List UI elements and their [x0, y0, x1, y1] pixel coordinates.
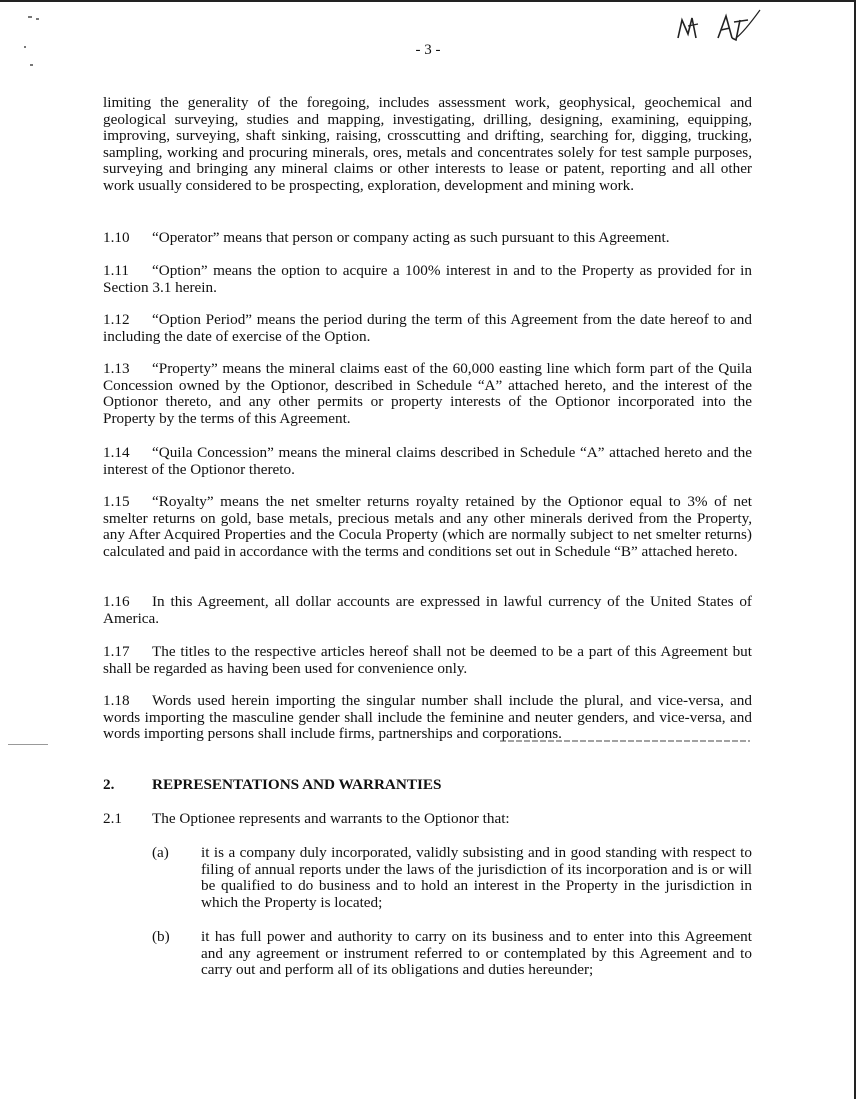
- clause-text: Words used herein importing the singular number shall include the plural, and vice-versa, and words importing the masculine gender shall include the feminine and neuter genders, and vice-versa, and words importing persons shall include firms, partnerships and corporations.: [103, 692, 752, 743]
- clause-number: 1.17: [103, 643, 130, 660]
- definition-1-17: [103, 644, 752, 677]
- clause-text: “Option” means the option to acquire a 100% interest in and to the Property as provided for in Section 3.1 herein.: [103, 262, 752, 296]
- clause-number: 2.1: [103, 810, 122, 827]
- definition-1-10: [103, 230, 752, 247]
- section-heading: [103, 776, 441, 794]
- clause-text: “Quila Concession” means the mineral claims described in Schedule “A” attached hereto and the interest of the Optionor thereto.: [103, 444, 752, 478]
- handwritten-initials: [674, 8, 766, 44]
- clause-text: The titles to the respective articles hereof shall not be deemed to be a part of this Agreement but shall be regarded as having been used for convenience only.: [103, 643, 752, 677]
- sub-item-label: (a): [152, 844, 169, 861]
- section-number: 2.: [103, 776, 115, 793]
- scan-speck: [36, 18, 39, 20]
- clause-number: 1.11: [103, 262, 130, 279]
- clause-number: 1.16: [103, 593, 130, 610]
- clause-number: 1.15: [103, 493, 130, 510]
- definition-1-14: [103, 445, 752, 478]
- section-title: REPRESENTATIONS AND WARRANTIES: [152, 776, 442, 793]
- definition-1-11: [103, 263, 752, 296]
- clause-text: The Optionee represents and warrants to the Optionor that:: [152, 810, 510, 827]
- clause-number: 1.10: [103, 229, 130, 246]
- sub-item-text: it has full power and authority to carry on its business and to enter into this Agreement and any agreement or instrument referred to or contemplated by this Agreement and to carry out and perform all of its obligations and duties hereunder;: [201, 928, 752, 979]
- clause-number: 1.12: [103, 311, 130, 328]
- clause-number: 1.18: [103, 692, 130, 709]
- clause-text: “Option Period” means the period during the term of this Agreement from the date hereof to and including the date of exercise of the Option.: [103, 311, 752, 345]
- sub-item-a: [152, 845, 752, 911]
- sub-item-label: (b): [152, 928, 170, 945]
- clause-text: “Property” means the mineral claims east of the 60,000 easting line which form part of the Quila Concession owned by the Optionor, described in Schedule “A” attached hereto, and the interest of the Optionor thereto, and any other permits or property interests of the Optionor incorporated into the Property by the terms of this Agreement.: [103, 360, 752, 427]
- page-number: - 3 -: [415, 42, 441, 58]
- scan-speck: [30, 64, 33, 66]
- intro-paragraph: limiting the generality of the foregoing, includes assessment work, geophysical, geochemical and geological surveying, studies and mapping, investigating, drilling, designing, examining, equipping, improving, surveying, shaft sinking, raising, crosscutting and drifting, searching for, digging, trucking, sampling, working and procuring minerals, ores, metals and concentrates solely for test sample purposes, surveying and bringing any mineral claims or other interests to lease or patent, reporting and all other work usually considered to be prospecting, exploration, development and mining work.: [103, 94, 752, 194]
- scan-speck: [8, 744, 48, 745]
- scan-speck: [28, 16, 32, 18]
- clause-text: “Royalty” means the net smelter returns royalty retained by the Optionor equal to 3% of net smelter returns on gold, base metals, precious metals and any other minerals derived from the Property, any After Acquired Properties and the Cocula Property (which are normally subject to net smelter returns) calculated and paid in accordance with the terms and conditions set out in Schedule “B” attached hereto.: [103, 493, 752, 560]
- clause-text: “Operator” means that person or company acting as such pursuant to this Agreement.: [152, 229, 670, 246]
- sub-item-b: [152, 929, 752, 979]
- clause-number: 1.14: [103, 444, 130, 461]
- clause-text: In this Agreement, all dollar accounts are expressed in lawful currency of the United States of America.: [103, 593, 752, 627]
- definition-1-18: [103, 693, 752, 743]
- sub-item-text: it is a company duly incorporated, validly subsisting and in good standing with respect to filing of annual reports under the laws of the jurisdiction of its incorporation and is or will be qualified to do business and to hold an interest in the Property in the jurisdiction in which the Property is located;: [201, 844, 752, 911]
- clause-2-1: [103, 810, 510, 828]
- definition-1-15: [103, 494, 752, 560]
- clause-number: 1.13: [103, 360, 130, 377]
- wavy-underline: [500, 740, 750, 742]
- definition-1-12: [103, 312, 752, 345]
- definition-1-16: [103, 594, 752, 627]
- definition-1-13: [103, 361, 752, 427]
